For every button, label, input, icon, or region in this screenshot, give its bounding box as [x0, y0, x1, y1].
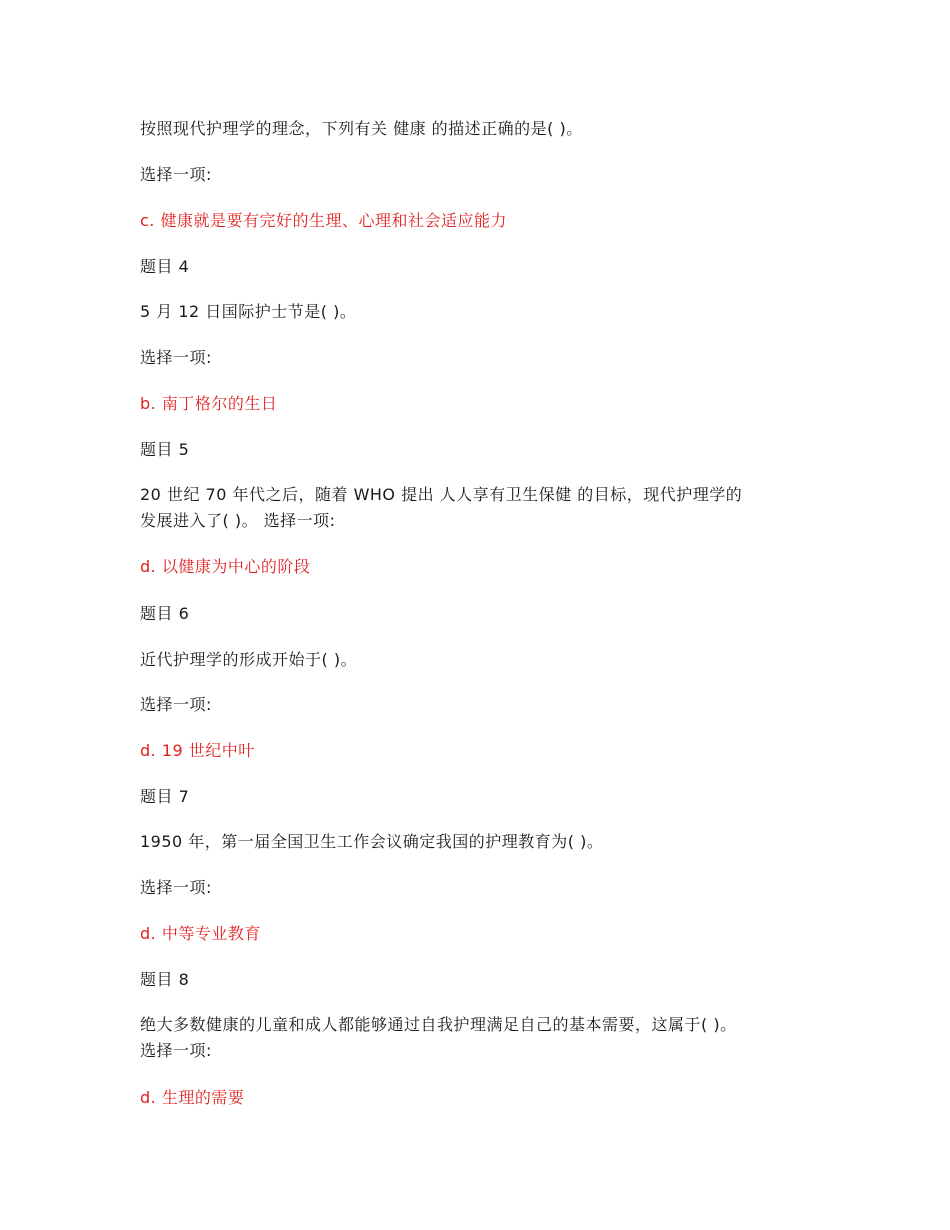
question-text: 按照现代护理学的理念，下列有关 健康 的描述正确的是( )。 — [140, 119, 583, 138]
question-text-line-2: 选择一项: — [140, 1041, 212, 1060]
answer-text: d. 中等专业教育 — [140, 924, 261, 943]
question-heading: 题目 8 — [140, 970, 190, 989]
question-text: 1950 年，第一届全国卫生工作会议确定我国的护理教育为( )。 — [140, 832, 604, 851]
choose-one-prompt: 选择一项: — [140, 878, 212, 897]
answer-text: d. 19 世纪中叶 — [140, 741, 255, 760]
question-heading: 题目 6 — [140, 604, 190, 623]
answer-text: d. 以健康为中心的阶段 — [140, 557, 311, 576]
question-text-line-1: 20 世纪 70 年代之后，随着 WHO 提出 人人享有卫生保健 的目标，现代护理学的 — [140, 485, 743, 504]
question-text-line-2: 发展进入了( )。 选择一项: — [140, 511, 336, 530]
question-heading: 题目 7 — [140, 787, 190, 806]
choose-one-prompt: 选择一项: — [140, 695, 212, 714]
choose-one-prompt: 选择一项: — [140, 348, 212, 367]
answer-text: c. 健康就是要有完好的生理、心理和社会适应能力 — [140, 211, 507, 230]
question-heading: 题目 4 — [140, 257, 190, 276]
question-text-line-1: 绝大多数健康的儿童和成人都能够通过自我护理满足自己的基本需要，这属于( )。 — [140, 1015, 737, 1034]
choose-one-prompt: 选择一项: — [140, 165, 212, 184]
answer-text: b. 南丁格尔的生日 — [140, 394, 278, 413]
question-heading: 题目 5 — [140, 440, 190, 459]
question-text: 近代护理学的形成开始于( )。 — [140, 650, 358, 669]
document-page — [140, 0, 810, 1230]
answer-text: d. 生理的需要 — [140, 1088, 245, 1107]
question-text: 5 月 12 日国际护士节是( )。 — [140, 302, 357, 321]
